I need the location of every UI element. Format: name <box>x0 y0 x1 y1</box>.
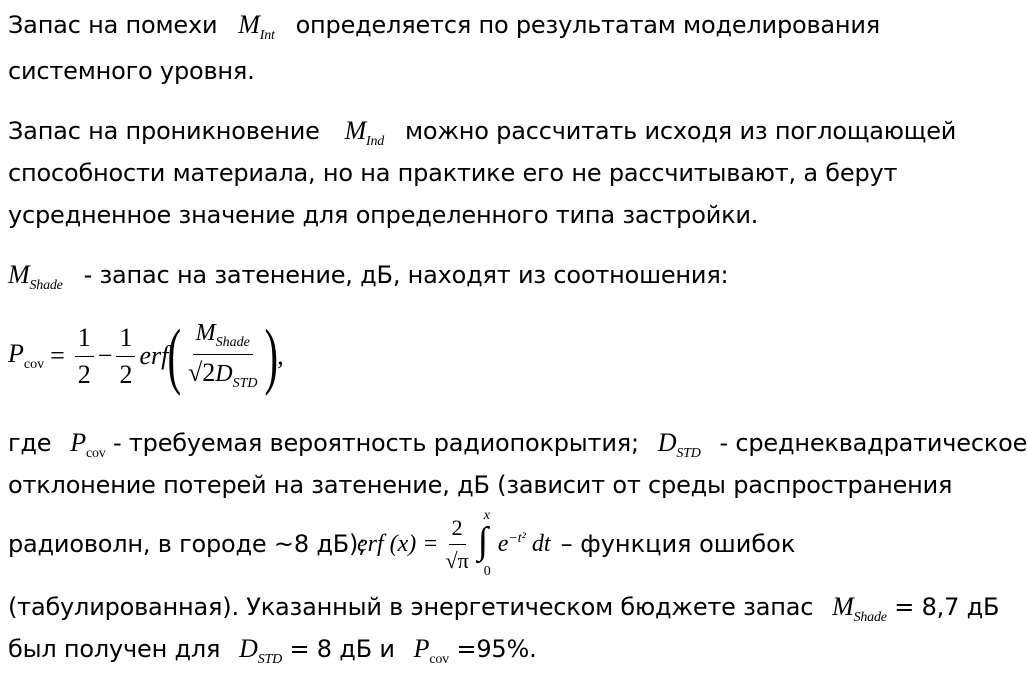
formula-comma: , <box>277 341 284 370</box>
p-cov-symbol: $P_{cov}$ <box>70 428 106 461</box>
formula-erf: erf <box>139 341 169 370</box>
formula-half-2: $\frac{1}{2}$ <box>116 323 135 390</box>
integrand: $e^{-t^2}$ <box>497 530 526 557</box>
d-std-symbol: $D_{STD}$ <box>657 428 701 461</box>
erf-lhs: erf (x) = <box>357 530 439 557</box>
formula-half-1: $\frac{1}{2}$ <box>75 323 94 390</box>
p4-text-line5b: = 8 дБ и <box>289 635 395 663</box>
p4-line4 <box>8 592 999 633</box>
formula-left-paren: ( <box>167 315 182 397</box>
p1-line2 <box>8 56 255 86</box>
m-shade-symbol: $M_{Shade}$ <box>8 260 63 293</box>
p4-text-line2: отклонение потерей на затенение, дБ (зависит от среды распространения <box>8 471 953 499</box>
p2-text-d: усредненное значение для определенного типа застройки. <box>8 201 759 229</box>
formula-right-paren: ) <box>264 315 278 397</box>
p4-text-b: - требуемая вероятность радиопокрытия; <box>113 429 639 457</box>
p1-line1 <box>8 10 880 51</box>
m-int-symbol: $M_{Int}$ <box>238 10 275 43</box>
formula-eq: = <box>50 341 65 370</box>
formula-lhs: $P_{cov}$ <box>8 339 45 372</box>
p4-text-line3: радиоволн, в городе ~8 дБ); <box>8 530 367 558</box>
p4-line5 <box>8 634 537 675</box>
p4-text-line4a: (табулированная). Указанный в энергетическом бюджете запас <box>8 593 814 621</box>
integral-sign: ∫ x 0 <box>477 508 491 579</box>
p2-line2 <box>8 158 897 188</box>
p4-line2 <box>8 470 952 500</box>
p4-text-a: где <box>8 429 52 457</box>
p4-line1 <box>8 428 1027 469</box>
p4-line3 <box>8 529 366 559</box>
p2-text-a: Запас на проникновение <box>8 117 320 145</box>
erf-dt: dt <box>531 530 551 557</box>
formula-minus: − <box>97 341 113 370</box>
p4-text-line5a: был получен для <box>8 635 221 663</box>
p2-text-c: способности материала, но на практике его не рассчитывают, а берут <box>8 159 898 187</box>
p3-line1 <box>8 260 728 301</box>
formula-fraction: $\frac{M_{Shade}}{√2D_{STD}}$ <box>188 320 258 391</box>
m-ind-symbol: $M_{Ind}$ <box>344 116 385 149</box>
p4-text-c: - среднеквадратическое <box>719 429 1027 457</box>
p1-text-b: определяется по результатам моделирования <box>295 11 881 39</box>
p-cov-symbol-2: $P_{cov}$ <box>413 634 449 667</box>
p4-text-line5c: =95%. <box>456 635 537 663</box>
p2-line3 <box>8 200 758 230</box>
erf-fraction: $\frac{2}{√\pi}$ <box>445 514 469 573</box>
p1-text-a: Запас на помехи <box>8 11 218 39</box>
p1-text-c: системного уровня. <box>8 57 255 85</box>
erf-definition <box>357 508 796 579</box>
coverage-formula <box>8 315 284 397</box>
m-shade-symbol-2: $M_{Shade}$ <box>832 592 887 625</box>
p2-text-b: можно рассчитать исходя из поглощающей <box>404 117 957 145</box>
d-std-symbol-2: $D_{STD}$ <box>239 634 283 667</box>
p4-text-line4b: = 8,7 дБ <box>894 593 1000 621</box>
erf-caption: – функция ошибок <box>560 530 796 558</box>
p2-line1 <box>8 116 956 157</box>
p3-text: - запас на затенение, дБ, находят из соотношения: <box>83 261 729 289</box>
